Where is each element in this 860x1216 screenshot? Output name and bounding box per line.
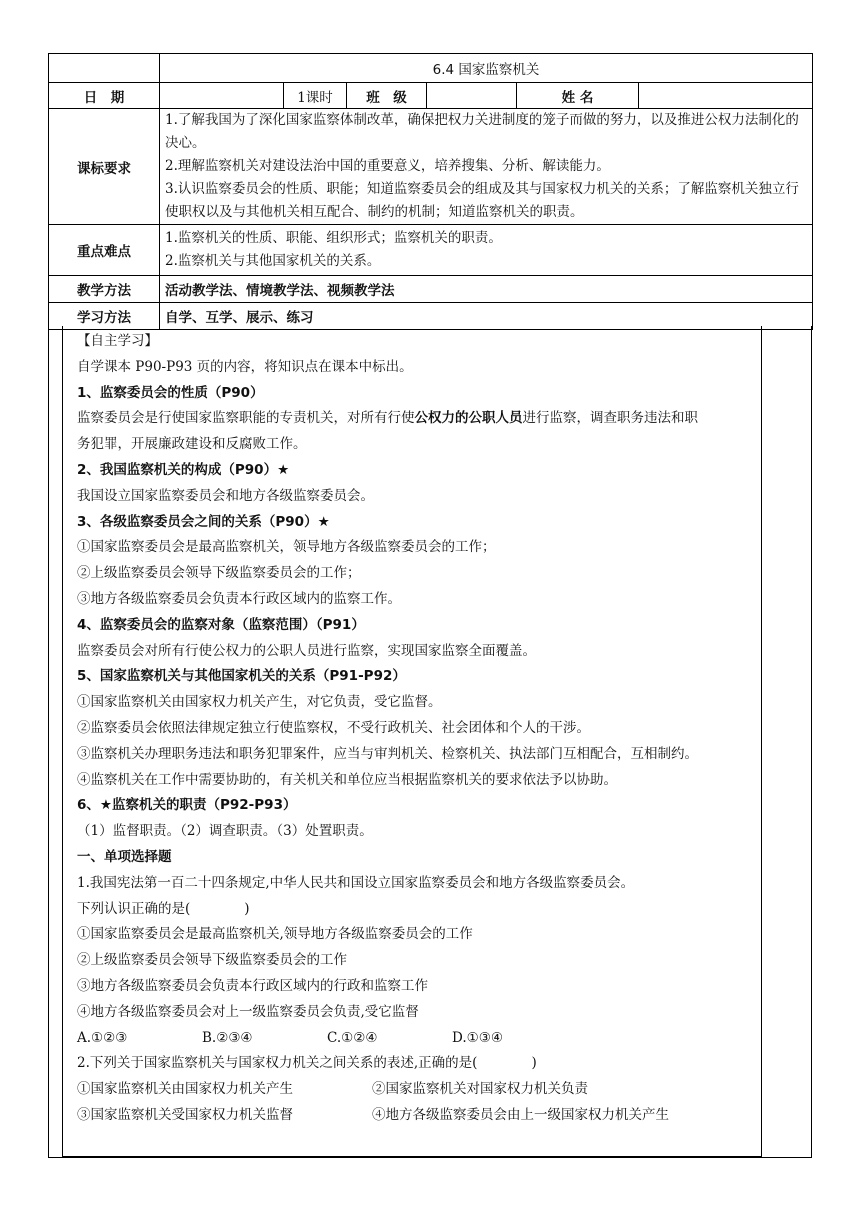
section-3-item: ②上级监察委员会领导下级监察委员会的工作；: [77, 565, 361, 582]
self-study-title: 【自主学习】: [77, 333, 158, 349]
keypoint-item: 1.监察机关的性质、职能、组织形式；监察机关的职责。: [165, 230, 502, 246]
choice-b: B.②③④: [202, 1029, 253, 1046]
class-label: 班 级: [347, 83, 427, 109]
question-1-item: ③地方各级监察委员会负责本行政区域内的行政和监察工作: [77, 977, 428, 994]
requirements-label: 课标要求: [49, 109, 160, 225]
name-value: [639, 83, 813, 109]
keypoints-cell: [160, 225, 813, 276]
question-1-stem-cont: 下列认识正确的是( ): [77, 900, 250, 917]
choice-d: D.①③④: [452, 1029, 503, 1046]
page-title: 6.4 国家监察机关: [160, 54, 813, 83]
question-1-stem: 1.我国宪法第一百二十四条规定,中华人民共和国设立国家监察委员会和地方各级监察委员会。: [77, 874, 635, 891]
question-1-choices: [77, 1026, 711, 1052]
class-value: [427, 83, 517, 109]
section-6-title: 6、★监察机关的职责（P92-P93）: [77, 797, 297, 814]
question-2-stem: 2.下列关于国家监察机关与国家权力机关之间关系的表述,正确的是( ): [77, 1055, 537, 1072]
section-5-item: ①国家监察机关由国家权力机关产生，对它负责，受它监督。: [77, 694, 442, 711]
question-2-item: ①国家监察机关由国家权力机关产生: [77, 1081, 293, 1098]
section-1-bold: 公权力的公职人员: [414, 410, 523, 427]
requirements-row: [49, 109, 813, 225]
date-row: [49, 83, 813, 109]
section-5-item: ④监察机关在工作中需要协助的，有关机关和单位应当根据监察机关的要求依法予以协助。: [77, 771, 617, 788]
section-5-title: 5、国家监察机关与其他国家机关的关系（P91-P92）: [77, 668, 406, 685]
question-2-item: ③国家监察机关受国家权力机关监督: [77, 1106, 293, 1123]
choice-c: C.①②④: [327, 1029, 378, 1046]
requirement-item: 3.认识监察委员会的性质、职能；知道监察委员会的组成及其与国家权力机关的关系；了解监察机关独立行使职权以及与其他机关相互配合、制约的机制；知道监察机关的职责。: [165, 181, 799, 220]
teaching-method-label: 教学方法: [49, 276, 160, 303]
class-hours: 1课时: [284, 83, 347, 109]
section-3-item: ①国家监察委员会是最高监察机关，领导地方各级监察委员会的工作；: [77, 539, 496, 556]
learning-method-label: 学习方法: [49, 303, 160, 330]
section-3-title: 3、各级监察委员会之间的关系（P90）★: [77, 513, 330, 530]
section-6-text: （1）监督职责。（2）调查职责。（3）处置职责。: [77, 823, 373, 840]
choice-a: A.①②③: [77, 1029, 128, 1046]
section-3-item: ③地方各级监察委员会负责本行政区域内的监察工作。: [77, 590, 401, 607]
study-section: [48, 326, 812, 1158]
teaching-method-value: 活动教学法、情境教学法、视频教学法: [160, 276, 813, 303]
name-label: 姓 名: [517, 83, 639, 109]
question-2-items-row: [77, 1077, 711, 1103]
teaching-method-row: [49, 276, 813, 303]
section-4-title: 4、监察委员会的监察对象（监察范围）（P91）: [77, 616, 365, 633]
self-study-intro: 自学课本 P90-P93 页的内容，将知识点在课本中标出。: [77, 358, 413, 375]
requirement-item: 1.了解我国为了深化国家监察体制改革，确保把权力关进制度的笼子而做的努力，以及推进公权力法制化的决心。: [165, 112, 799, 151]
lesson-header-table: [48, 53, 813, 330]
date-label: 日 期: [49, 83, 160, 109]
section-1-title: 1、监察委员会的性质（P90）: [77, 384, 264, 401]
requirement-item: 2.理解监察机关对建设法治中国的重要意义，培养搜集、分析、解读能力。: [165, 158, 610, 174]
study-content-box: [62, 326, 762, 1157]
keypoint-item: 2.监察机关与其他国家机关的关系。: [165, 253, 381, 269]
section-2-title: 2、我国监察机关的构成（P90）★: [77, 461, 290, 478]
question-2-item: ②国家监察机关对国家权力机关负责: [372, 1081, 588, 1098]
section-1-post: 进行监察，调查职务违法和职务犯罪，开展廉政建设和反腐败工作。: [77, 410, 698, 453]
section-2-text: 我国设立国家监察委员会和地方各级监察委员会。: [77, 487, 374, 504]
title-blank-cell: [49, 54, 160, 83]
section-1-pre: 监察委员会是行使国家监察职能的专责机关，对所有行使: [77, 410, 415, 427]
section-5-item: ②监察委员会依照法律规定独立行使监察权，不受行政机关、社会团体和个人的干涉。: [77, 719, 590, 736]
question-2-item: ④地方各级监察委员会由上一级国家权力机关产生: [372, 1106, 669, 1123]
question-1-item: ①国家监察委员会是最高监察机关,领导地方各级监察委员会的工作: [77, 926, 473, 943]
exercise-title: 一、单项选择题: [77, 848, 172, 865]
keypoints-label: 重点难点: [49, 225, 160, 276]
section-1-text: [77, 406, 711, 458]
question-1-item: ④地方各级监察委员会对上一级监察委员会负责,受它监督: [77, 1003, 419, 1020]
title-row: [49, 54, 813, 83]
requirements-cell: [160, 109, 813, 225]
learning-method-value: 自学、互学、展示、练习: [160, 303, 813, 330]
section-4-text: 监察委员会对所有行使公权力的公职人员进行监察，实现国家监察全面覆盖。: [77, 642, 536, 659]
date-value: [160, 83, 284, 109]
keypoints-row: [49, 225, 813, 276]
question-2-items-row: [77, 1103, 711, 1129]
study-content: [77, 329, 711, 1129]
question-1-item: ②上级监察委员会领导下级监察委员会的工作: [77, 952, 347, 969]
section-5-item: ③监察机关办理职务违法和职务犯罪案件，应当与审判机关、检察机关、执法部门互相配合，互相制约。: [77, 745, 698, 762]
